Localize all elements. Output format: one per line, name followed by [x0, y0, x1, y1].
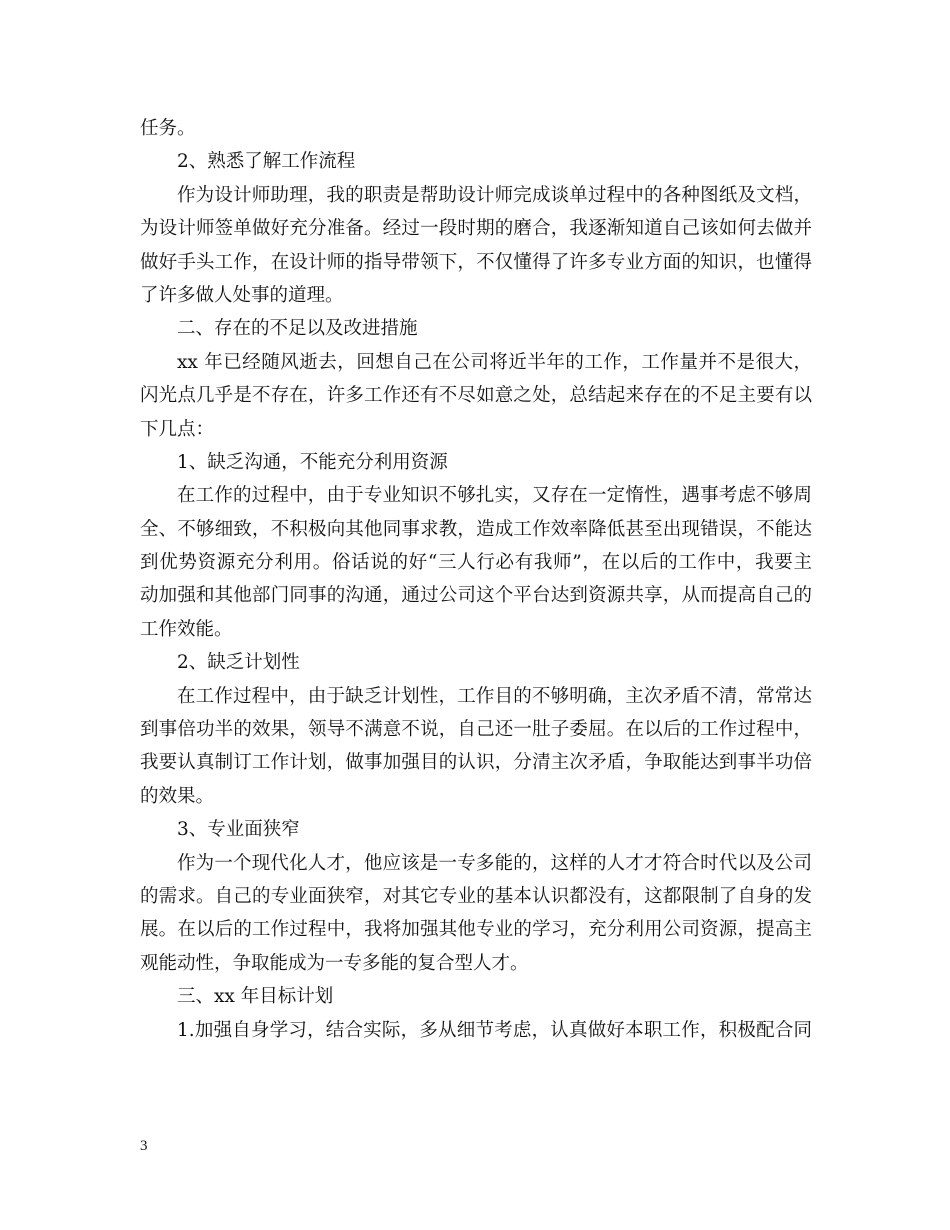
text-line: 为设计师签单做好充分准备。经过一段时期的磨合，我逐渐知道自己该如何去做并 [140, 218, 812, 240]
text-line: 作为一个现代化人才，他应该是一专多能的，这样的人才才符合时代以及公司 [177, 852, 812, 874]
text-line: 二、存在的不足以及改进措施 [177, 318, 418, 340]
text-line: 工作效能。 [140, 618, 233, 640]
text-line: 的需求。自己的专业面狭窄，对其它专业的基本认识都没有，这都限制了自身的发 [140, 885, 812, 907]
text-line: 到事倍功半的效果，领导不满意不说，自己还一肚子委屈。在以后的工作过程中， [140, 719, 812, 741]
text-line: 任务。 [140, 118, 196, 139]
text-line: 闪光点几乎是不存在，许多工作还有不尽如意之处，总结起来存在的不足主要有以 [140, 385, 812, 407]
text-line: 动加强和其他部门同事的沟通，通过公司这个平台达到资源共享，从而提高自己的 [140, 585, 812, 607]
text-line: xx 年已经随风逝去，回想自己在公司将近半年的工作，工作量并不是很大， [177, 351, 812, 373]
text-line: 观能动性，争取能成为一专多能的复合型人才。 [140, 952, 529, 974]
text-line: 在工作过程中，由于缺乏计划性，工作目的不够明确，主次矛盾不清，常常达 [177, 685, 812, 707]
text-line: 的效果。 [140, 785, 215, 807]
text-line: 做好手头工作，在设计师的指导带领下，不仅懂得了许多专业方面的知识，也懂得 [140, 251, 812, 273]
text-line: 全、不够细致，不积极向其他同事求教，造成工作效率降低甚至出现错误，不能达 [140, 518, 812, 540]
text-line: 到优势资源充分利用。俗话说的好“三人行必有我师”，在以后的工作中，我要主 [140, 552, 812, 574]
text-line: 1.加强自身学习，结合实际，多从细节考虑，认真做好本职工作，积极配合同 [177, 1019, 812, 1041]
text-line: 三、xx 年目标计划 [177, 986, 334, 1008]
text-line: 了许多做人处事的道理。 [140, 284, 344, 306]
text-line: 下几点： [140, 418, 215, 440]
text-line: 我要认真制订工作计划，做事加强目的认识，分清主次矛盾，争取能达到事半功倍 [140, 752, 812, 774]
text-line: 1、缺乏沟通，不能充分利用资源 [177, 451, 448, 473]
text-line: 3、专业面狭窄 [177, 819, 300, 841]
text-line: 作为设计师助理，我的职责是帮助设计师完成谈单过程中的各种图纸及文档， [177, 184, 812, 206]
text-line: 展。在以后的工作过程中，我将加强其他专业的学习，充分利用公司资源，提高主 [140, 919, 812, 941]
text-line: 2、熟悉了解工作流程 [177, 151, 356, 173]
page-number: 3 [140, 1138, 148, 1154]
text-line: 2、缺乏计划性 [177, 652, 300, 674]
text-line: 在工作的过程中，由于专业知识不够扎实，又存在一定惰性，遇事考虑不够周 [177, 485, 812, 507]
document-body [140, 112, 812, 1047]
